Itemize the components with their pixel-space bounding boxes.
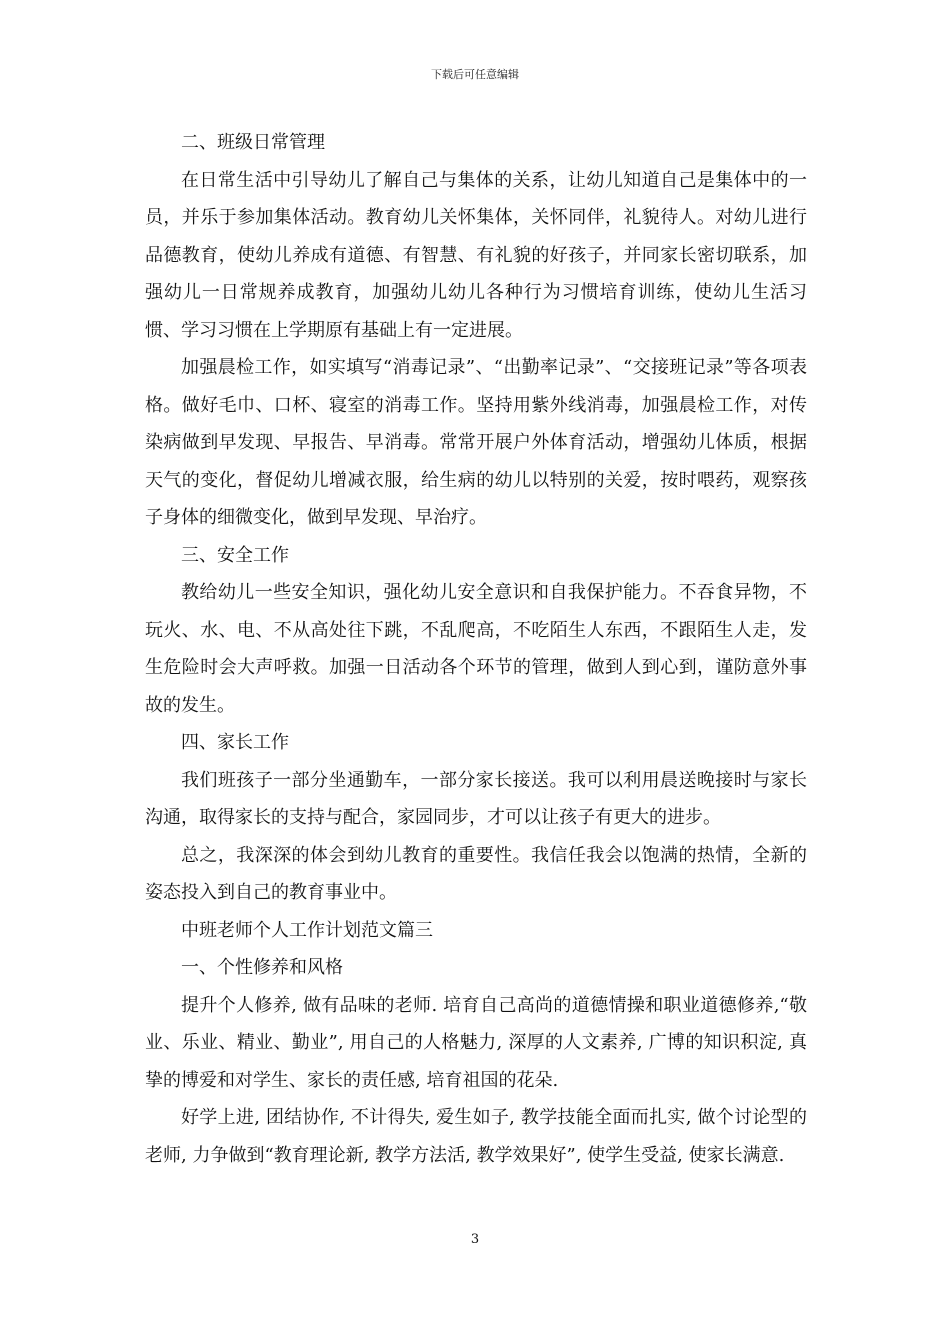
paragraph: 我们班孩子一部分坐通勤车，一部分家长接送。我可以利用晨送晚接时与家长沟通，取得家长的支持与配合，家园同步，才可以让孩子有更大的进步。 — [145, 769, 807, 828]
paragraph: 教给幼儿一些安全知识，强化幼儿安全意识和自我保护能力。不吞食异物，不玩火、水、电、不从高处往下跳，不乱爬高，不吃陌生人东西，不跟陌生人走，发生危险时会大声呼救。加强一日活动各个环节的管理，做到人到心到，谨防意外事故的发生。 — [145, 582, 807, 716]
document-body — [145, 124, 807, 1174]
section-heading: 二、班级日常管理 — [181, 132, 325, 153]
paragraph: 在日常生活中引导幼儿了解自己与集体的关系，让幼儿知道自己是集体中的一员，并乐于参加集体活动。教育幼儿关怀集体，关怀同伴，礼貌待人。对幼儿进行品德教育，使幼儿养成有道德、有智慧、有礼貌的好孩子，并同家长密切联系，加强幼儿一日常规养成教育，加强幼儿幼儿各种行为习惯培育训练，使幼儿生活习惯、学习习惯在上学期原有基础上有一定进展。 — [145, 169, 807, 341]
paragraph: 提升个人修养, 做有品味的老师. 培育自己高尚的道德情操和职业道德修养,“敬业、乐业、精业、勤业”, 用自己的人格魅力, 深厚的人文素养, 广博的知识积淀, 真挚的博爱和对学生、家长的责任感, 培育祖国的花朵. — [145, 994, 807, 1091]
section-heading: 四、家长工作 — [181, 732, 289, 753]
page-number: 3 — [470, 1232, 480, 1247]
paragraph: 加强晨检工作，如实填写“消毒记录”、“出勤率记录”、“交接班记录”等各项表格。做好毛巾、口杯、寝室的消毒工作。坚持用紫外线消毒，加强晨检工作，对传染病做到早发现、早报告、早消毒。常常开展户外体育活动，增强幼儿体质，根据天气的变化，督促幼儿增减衣服，给生病的幼儿以特别的关爱，按时喂药，观察孩子身体的细微变化，做到早发现、早治疗。 — [145, 357, 807, 528]
section-heading: 三、安全工作 — [181, 544, 289, 566]
document-subtitle: 中班老师个人工作计划范文篇三 — [181, 919, 433, 941]
paragraph: 总之，我深深的体会到幼儿教育的重要性。我信任我会以饱满的热情，全新的姿态投入到自己的教育事业中。 — [145, 844, 807, 903]
paragraph: 好学上进, 团结协作, 不计得失, 爱生如子, 教学技能全面而扎实, 做个讨论型的老师, 力争做到“教育理论新, 教学方法活, 教学效果好”, 使学生受益, 使家长满意. — [145, 1107, 807, 1166]
page-header: 下载后可任意编辑 — [431, 68, 519, 81]
section-heading: 一、个性修养和风格 — [181, 957, 343, 978]
